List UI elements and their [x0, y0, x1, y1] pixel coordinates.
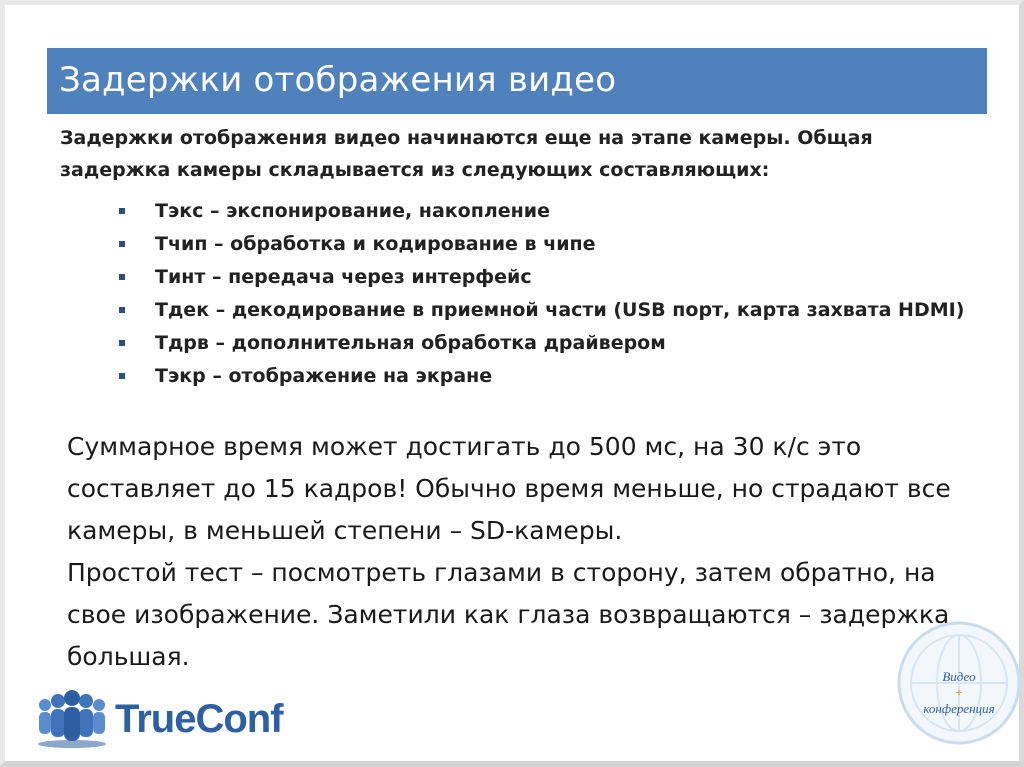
list-item — [115, 228, 975, 261]
bullet-text: Тдрв – дополнительная обработка драйвером — [155, 332, 666, 354]
people-group-icon — [33, 689, 111, 749]
trueconf-logo — [33, 687, 283, 751]
list-item — [115, 261, 975, 294]
bullet-icon — [119, 274, 125, 280]
bullet-icon — [119, 208, 125, 214]
bullet-text: Тинт – передача через интерфейс — [155, 266, 532, 288]
summary-block — [67, 426, 997, 678]
bullet-text: Тдек – декодирование в приемной части (USB порт, карта захвата HDMI) — [155, 299, 965, 321]
badge-line-1: Видео — [942, 669, 976, 684]
list-item — [115, 195, 975, 228]
list-item — [115, 327, 975, 360]
bullet-list — [115, 195, 975, 393]
video-conference-badge — [891, 615, 1024, 751]
bullet-icon — [119, 373, 125, 379]
intro-paragraph: Задержки отображения видео начинаются еще на этапе камеры. Общая задержка камеры складывается из следующих составляющих: — [60, 127, 873, 181]
logo-text: TrueConf — [115, 696, 283, 741]
bullet-icon — [119, 241, 125, 247]
bullet-text: Тэкс – экспонирование, накопление — [155, 200, 550, 222]
bullet-text: Тэкр – отображение на экране — [155, 365, 493, 387]
summary-paragraph-1: Суммарное время может достигать до 500 мс, на 30 к/с это составляет до 15 кадров! Обычно время меньше, но страдают все камеры, в меньшей степени – SD-камеры. — [67, 432, 951, 545]
list-item — [115, 294, 975, 327]
bullet-text: Тчип – обработка и кодирование в чипе — [155, 233, 596, 255]
bullet-icon — [119, 307, 125, 313]
title-bar — [47, 48, 987, 114]
badge-line-3: конференция — [923, 701, 995, 716]
slide-title: Задержки отображения видео — [59, 60, 617, 100]
summary-paragraph-2: Простой тест – посмотреть глазами в сторону, затем обратно, на свое изображение. Заметили как глаза возвращаются – задержка большая. — [67, 558, 950, 671]
list-item — [115, 360, 975, 393]
badge-plus: + — [955, 685, 963, 700]
bullet-icon — [119, 340, 125, 346]
